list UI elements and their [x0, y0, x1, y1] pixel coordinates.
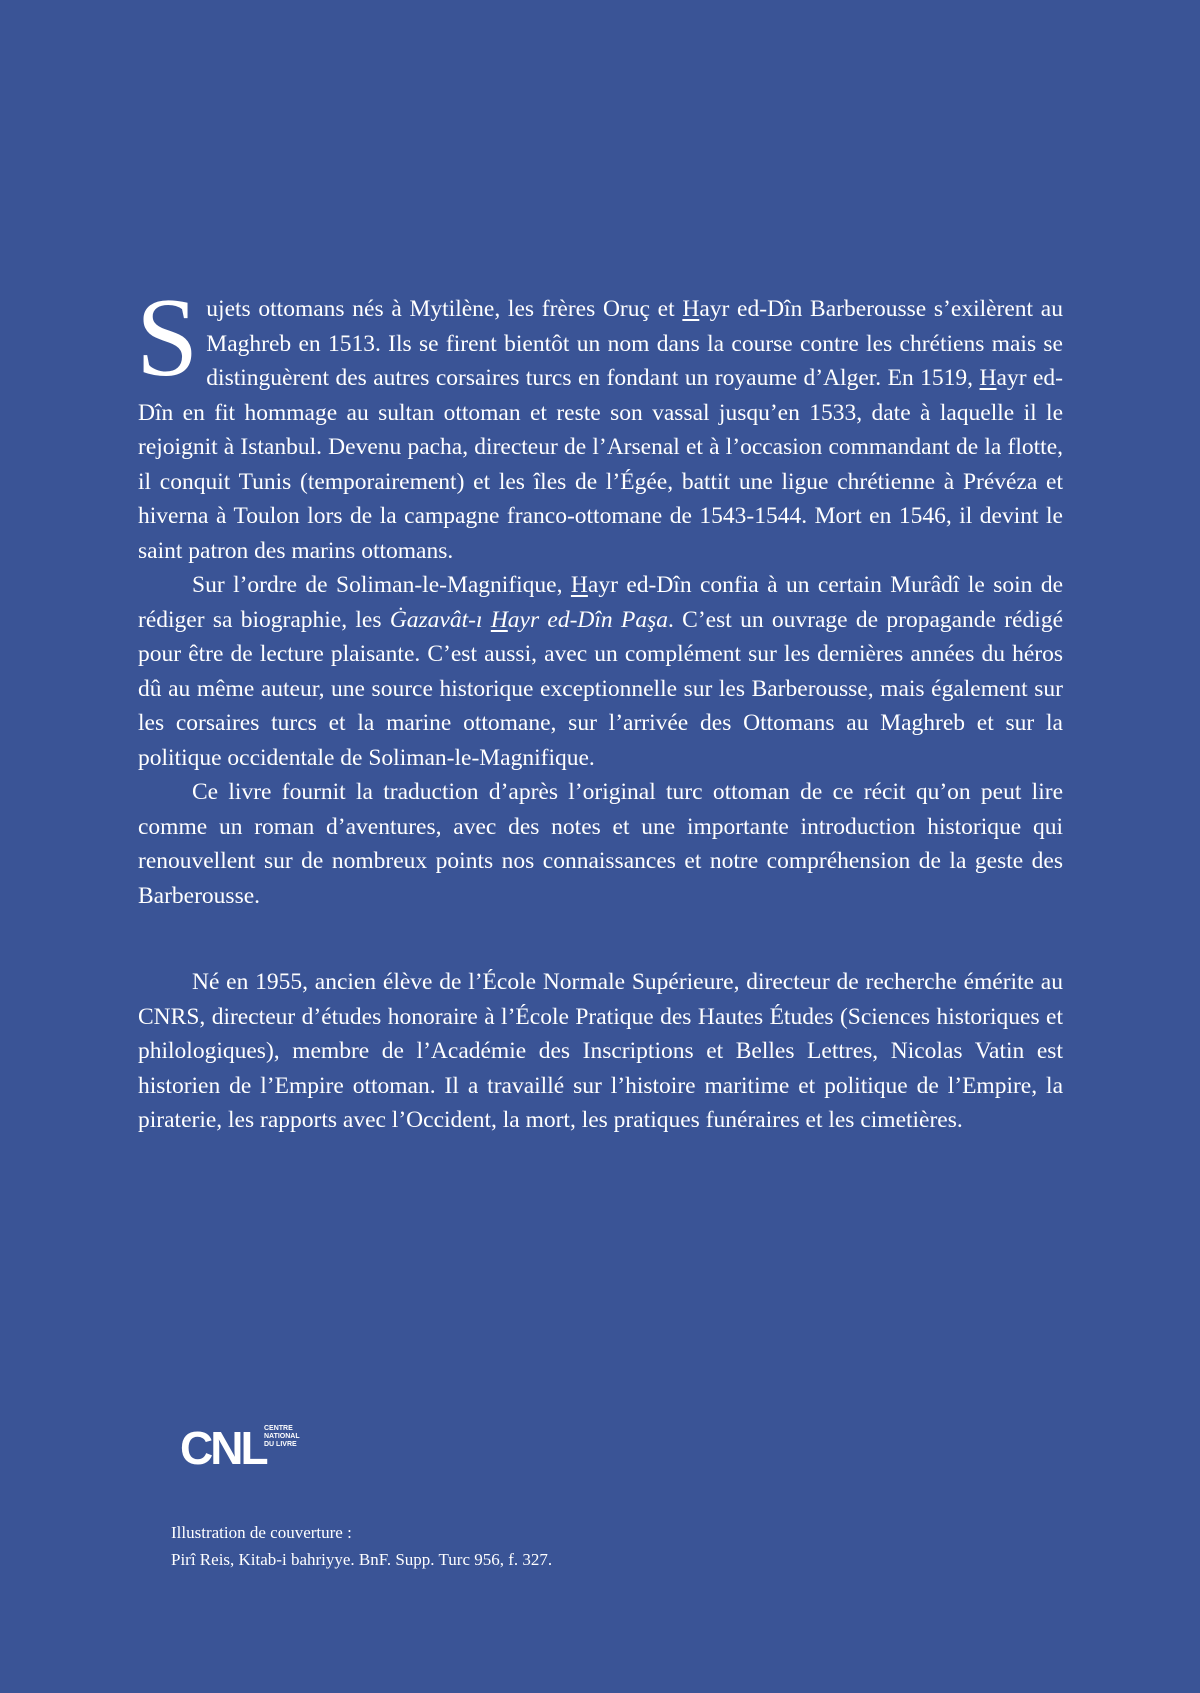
blurb-paragraph-3: Ce livre fournit la traduction d’après l’original turc ottoman de ce récit qu’on peut lire comme un roman d’aventures, avec des notes et une importante introduction historique qui renouvellent sur de nombreux points nos connaissances et notre compréhension de la geste des Barberousse.	[138, 779, 1063, 909]
cover-credit	[171, 1519, 552, 1573]
cnl-logo-sub-3: DU LIVRE	[264, 1441, 297, 1448]
cnl-logo	[180, 1418, 300, 1476]
blurb-text: ujets ottomans nés à Mytilène, les frères Oruç et	[206, 296, 683, 322]
underlined-letter: H	[490, 606, 508, 633]
blurb-paragraph-1	[136, 276, 1063, 568]
cnl-logo-icon	[180, 1418, 300, 1476]
underlined-letter: H	[570, 572, 588, 598]
cnl-logo-sub-1: CENTRE	[264, 1425, 293, 1432]
blurb-text: Sur l’ordre de Soliman-le-Magnifique,	[192, 572, 571, 598]
blurb-text: ayr ed-Dîn en fit hommage au sultan ottoman et reste son vassal jusqu’en 1533, date à laquelle il le rejoignit à Istanbul. Devenu pacha, directeur de l’Arsenal et à l’occasion commandant de la flotte, il conquit Tunis (temporairement) et les îles de l’Égée, battit une ligue chrétienne à Prévéza et hiverna à Toulon lors de la campagne franco-ottomane de 1543-1544. Mort en 1546, il devint le saint patron des marins ottomans.	[138, 365, 1063, 564]
author-bio	[138, 965, 1063, 1138]
work-title	[390, 607, 668, 633]
blurb-text: ayr ed-Dîn confia à un certain Murâdî le soin de rédiger sa biographie, les	[138, 572, 1063, 633]
blurb-text: ayr ed-Dîn Barberousse s’exilèrent au Maghreb en 1513. Ils se firent bientôt un nom dans la course contre les chrétiens mais se distinguèrent des autres corsaires turcs en fondant un royaume d’Alger. En 1519,	[206, 296, 1063, 391]
underlined-letter: H	[682, 296, 700, 322]
blurb-paragraph-2	[138, 568, 1063, 775]
cnl-logo-sub-2: NATIONAL	[264, 1433, 300, 1440]
work-title-part: ayr ed-Dîn Paşa	[507, 606, 668, 633]
book-blurb	[136, 276, 1064, 913]
cnl-logo-letters: CNL	[180, 1422, 266, 1474]
credit-line-1: Illustration de couverture :	[171, 1523, 352, 1542]
drop-cap: S	[136, 276, 199, 400]
credit-line-2: Pirî Reis, Kitab-i bahriyye. BnF. Supp. Turc 956, f. 327.	[171, 1550, 553, 1569]
author-bio-text: Né en 1955, ancien élève de l’École Normale Supérieure, directeur de recherche émérite au CNRS, directeur d’études honoraire à l’École Pratique des Hautes Études (Sciences historiques et philologiques), membre de l’Académie des Inscriptions et Belles Lettres, Nicolas Vatin est historien de l’Empire ottoman. Il a travaillé sur l’histoire maritime et politique de l’Empire, la piraterie, les rapports avec l’Occident, la mort, les pratiques funéraires et les cimetières.	[138, 969, 1063, 1133]
work-title-part: Ġazavât-ı	[389, 606, 491, 633]
blurb-text: . C’est un ouvrage de propagande rédigé pour être de lecture plaisante. C’est aussi, avec un complément sur les dernières années du héros dû au même auteur, une source historique exceptionnelle sur les Barberousse, mais également sur les corsaires turcs et la marine ottomane, sur l’arrivée des Ottomans au Maghreb et sur la politique occidentale de Soliman-le-Magnifique.	[138, 606, 1064, 771]
underlined-letter: H	[979, 365, 997, 391]
